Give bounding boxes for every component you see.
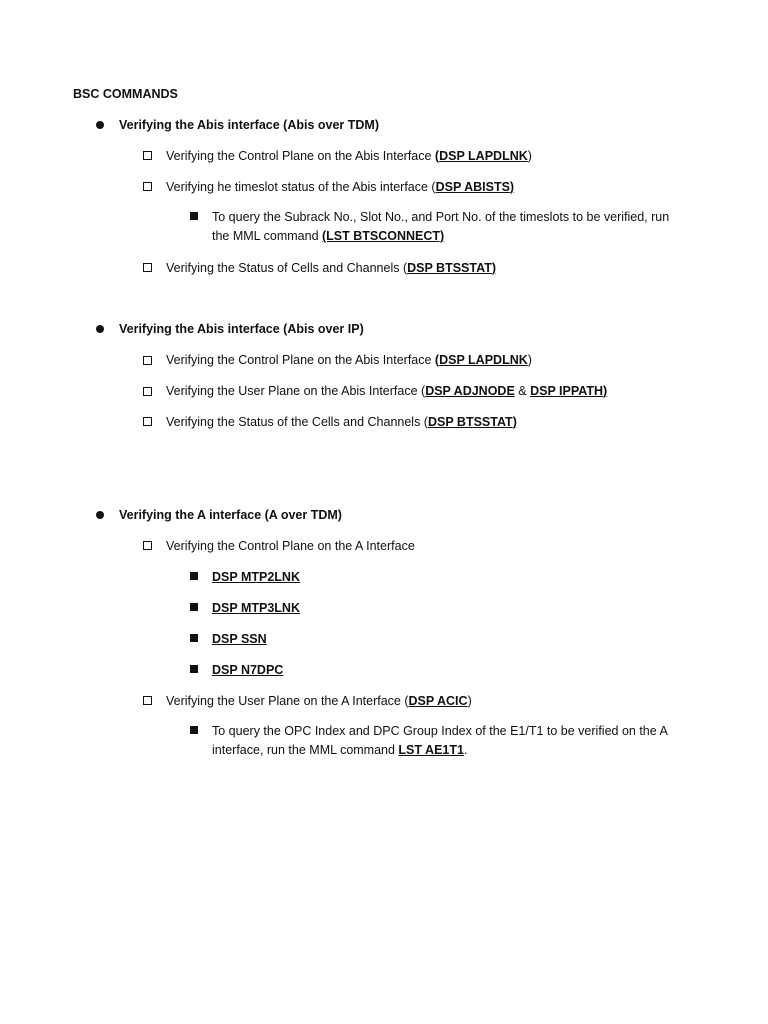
bullet-square-icon: [190, 603, 198, 611]
command-link[interactable]: DSP MTP3LNK: [212, 601, 300, 615]
command-link[interactable]: LST AE1T1: [398, 743, 464, 757]
item-paren: ): [467, 694, 472, 708]
item-paren: (: [434, 353, 440, 367]
command-link[interactable]: DSP N7DPC: [212, 663, 284, 677]
bullet-box-icon: [143, 263, 152, 272]
bullet-square-icon: [190, 572, 198, 580]
bullet-dot-icon: [96, 511, 104, 519]
command-link[interactable]: DSP BTSSTAT: [407, 261, 492, 275]
item-paren: ): [512, 415, 517, 429]
bullet-square-icon: [190, 726, 198, 734]
list-item: [166, 412, 517, 432]
command-link[interactable]: DSP IPPATH: [530, 384, 604, 398]
bullet-square-icon: [190, 665, 198, 673]
item-paren: ): [603, 384, 608, 398]
bullet-box-icon: [143, 696, 152, 705]
item-text: the MML command: [212, 229, 322, 243]
item-text: Verifying the User Plane on the Abis Interface (: [166, 384, 426, 398]
command-link[interactable]: DSP MTP2LNK: [212, 570, 300, 584]
list-item: [166, 146, 532, 166]
document-title: BSC COMMANDS: [73, 87, 178, 101]
bullet-square-icon: [190, 634, 198, 642]
item-text: Verifying he timeslot status of the Abis interface (: [166, 180, 436, 194]
sub-item-line2: [212, 226, 444, 246]
command-link[interactable]: DSP SSN: [212, 632, 267, 646]
list-item: [166, 350, 532, 370]
command-link[interactable]: DSP ADJNODE: [425, 384, 515, 398]
item-text: Verifying the Control Plane on the Abis Interface: [166, 149, 435, 163]
command-link[interactable]: (LST BTSCONNECT): [322, 229, 445, 243]
list-item: [166, 177, 514, 197]
list-item: Verifying the Control Plane on the A Interface: [166, 539, 415, 553]
section-heading-abis-ip: Verifying the Abis interface (Abis over IP): [119, 322, 364, 336]
item-text: Verifying the Status of the Cells and Channels (: [166, 415, 428, 429]
item-paren: ): [527, 149, 532, 163]
bullet-box-icon: [143, 356, 152, 365]
sub-item-line1: To query the Subrack No., Slot No., and Port No. of the timeslots to be verified, run: [212, 210, 670, 224]
bullet-box-icon: [143, 541, 152, 550]
item-text: .: [463, 743, 468, 757]
list-item: [166, 258, 496, 278]
bullet-box-icon: [143, 182, 152, 191]
sub-item-line1: To query the OPC Index and DPC Group Index of the E1/T1 to be verified on the A: [212, 724, 668, 738]
bullet-box-icon: [143, 387, 152, 396]
command-link[interactable]: DSP ABISTS: [435, 180, 510, 194]
bullet-box-icon: [143, 151, 152, 160]
command-link[interactable]: DSP LAPDLNK: [439, 353, 528, 367]
item-text: &: [514, 384, 531, 398]
item-text: Verifying the User Plane on the A Interface (: [166, 694, 409, 708]
item-paren: ): [509, 180, 515, 194]
bullet-dot-icon: [96, 325, 104, 333]
bullet-dot-icon: [96, 121, 104, 129]
sub-item-line2: [212, 740, 467, 760]
command-link[interactable]: DSP ACIC: [408, 694, 468, 708]
item-paren: ): [491, 261, 497, 275]
item-text: Verifying the Control Plane on the Abis Interface: [166, 353, 435, 367]
list-item: [166, 691, 472, 711]
item-paren: ): [527, 353, 532, 367]
item-text: Verifying the Status of Cells and Channels (: [166, 261, 408, 275]
item-text: interface, run the MML command: [212, 743, 399, 757]
list-item: [166, 381, 607, 401]
section-heading-a-tdm: Verifying the A interface (A over TDM): [119, 508, 342, 522]
bullet-box-icon: [143, 417, 152, 426]
command-link[interactable]: DSP LAPDLNK: [439, 149, 528, 163]
bullet-square-icon: [190, 212, 198, 220]
command-link[interactable]: DSP BTSSTAT: [427, 415, 513, 429]
section-heading-abis-tdm: Verifying the Abis interface (Abis over TDM): [119, 118, 380, 132]
item-paren: (: [434, 149, 440, 163]
